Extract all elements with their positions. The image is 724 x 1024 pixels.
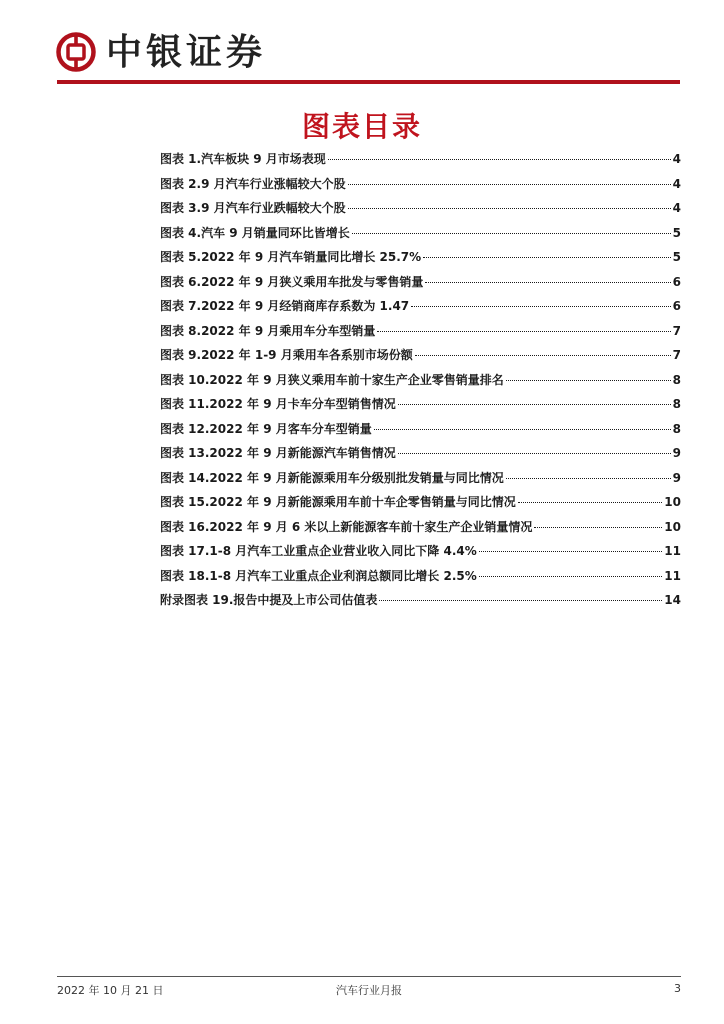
toc-entry[interactable] bbox=[160, 175, 681, 200]
toc-dot-leader bbox=[328, 159, 671, 160]
toc-dot-leader bbox=[479, 576, 663, 577]
toc-entry-label: 图表 6.2022 年 9 月狭义乘用车批发与零售销量 bbox=[160, 274, 424, 289]
toc-entry-label: 图表 15.2022 年 9 月新能源乘用车前十车企零售销量与同比情况 bbox=[160, 495, 516, 509]
toc-entry[interactable] bbox=[160, 469, 681, 494]
toc-dot-leader bbox=[348, 184, 671, 185]
toc-entry-page: 5 bbox=[672, 225, 681, 240]
toc-dot-leader bbox=[534, 527, 662, 528]
toc-dot-leader bbox=[479, 551, 663, 552]
footer-page-number: 3 bbox=[674, 982, 681, 995]
toc-dot-leader bbox=[506, 478, 671, 479]
toc-entry[interactable] bbox=[160, 567, 681, 592]
toc-dot-leader bbox=[377, 331, 670, 332]
footer-report-name: 汽车行业月报 bbox=[336, 984, 402, 997]
toc-dot-leader bbox=[415, 355, 671, 356]
toc-dot-leader bbox=[398, 404, 671, 405]
toc-entry-page: 8 bbox=[672, 397, 681, 411]
toc-list bbox=[160, 150, 681, 616]
toc-entry[interactable] bbox=[160, 518, 681, 543]
toc-dot-leader bbox=[506, 380, 671, 381]
toc-entry-page: 9 bbox=[672, 470, 681, 485]
toc-dot-leader bbox=[374, 429, 671, 430]
toc-entry-page: 7 bbox=[672, 348, 681, 362]
toc-entry-label: 图表 10.2022 年 9 月狭义乘用车前十家生产企业零售销量排名 bbox=[160, 372, 504, 387]
toc-entry-page: 10 bbox=[664, 495, 681, 509]
toc-dot-leader bbox=[379, 600, 662, 601]
toc-entry-page: 10 bbox=[664, 519, 681, 534]
toc-entry-label: 图表 1.汽车板块 9 月市场表现 bbox=[160, 152, 326, 166]
header-divider bbox=[57, 80, 680, 84]
toc-entry-page: 6 bbox=[672, 299, 681, 313]
toc-entry[interactable] bbox=[160, 248, 681, 273]
bank-of-china-logo-icon bbox=[56, 32, 96, 72]
toc-entry-page: 9 bbox=[672, 446, 681, 460]
toc-dot-leader bbox=[398, 453, 671, 454]
toc-entry-page: 7 bbox=[672, 323, 681, 338]
page-footer bbox=[57, 982, 681, 998]
toc-dot-leader bbox=[348, 208, 671, 209]
toc-title: 图表目录 bbox=[301, 110, 422, 143]
toc-entry[interactable] bbox=[160, 493, 681, 518]
toc-entry-label: 图表 9.2022 年 1-9 月乘用车各系别市场份额 bbox=[160, 348, 413, 362]
footer-date: 2022 年 10 月 21 日 bbox=[57, 984, 164, 997]
page-header bbox=[56, 28, 266, 76]
toc-entry-page: 6 bbox=[672, 274, 681, 289]
toc-entry-label: 图表 17.1-8 月汽车工业重点企业营业收入同比下降 4.4% bbox=[160, 544, 477, 558]
toc-dot-leader bbox=[411, 306, 670, 307]
toc-dot-leader bbox=[352, 233, 671, 234]
toc-entry-page: 8 bbox=[672, 372, 681, 387]
toc-entry[interactable] bbox=[160, 150, 681, 175]
toc-entry-page: 11 bbox=[664, 544, 681, 558]
toc-entry[interactable] bbox=[160, 322, 681, 347]
toc-entry-page: 14 bbox=[664, 593, 681, 607]
toc-entry[interactable] bbox=[160, 297, 681, 322]
toc-entry-label: 附录图表 19.报告中提及上市公司估值表 bbox=[160, 593, 378, 607]
brand-name: 中银证券 bbox=[106, 31, 267, 73]
toc-entry-label: 图表 16.2022 年 9 月 6 米以上新能源客车前十家生产企业销量情况 bbox=[160, 519, 533, 534]
toc-entry[interactable] bbox=[160, 444, 681, 469]
toc-dot-leader bbox=[423, 257, 670, 258]
toc-entry-label: 图表 18.1-8 月汽车工业重点企业利润总额同比增长 2.5% bbox=[160, 568, 477, 583]
toc-dot-leader bbox=[518, 502, 663, 503]
toc-entry-page: 4 bbox=[672, 152, 681, 166]
toc-entry[interactable] bbox=[160, 420, 681, 445]
toc-entry[interactable] bbox=[160, 273, 681, 298]
toc-entry-label: 图表 4.汽车 9 月销量同环比皆增长 bbox=[160, 225, 350, 240]
toc-entry[interactable] bbox=[160, 371, 681, 396]
toc-entry-page: 11 bbox=[664, 568, 681, 583]
toc-entry-label: 图表 8.2022 年 9 月乘用车分车型销量 bbox=[160, 323, 376, 338]
toc-entry[interactable] bbox=[160, 199, 681, 224]
toc-entry[interactable] bbox=[160, 591, 681, 616]
toc-entry-label: 图表 12.2022 年 9 月客车分车型销量 bbox=[160, 421, 372, 436]
toc-entry-label: 图表 7.2022 年 9 月经销商库存系数为 1.47 bbox=[160, 299, 410, 313]
toc-entry-page: 8 bbox=[672, 421, 681, 436]
toc-entry-label: 图表 13.2022 年 9 月新能源汽车销售情况 bbox=[160, 446, 396, 460]
toc-entry[interactable] bbox=[160, 395, 681, 420]
toc-entry-label: 图表 5.2022 年 9 月汽车销量同比增长 25.7% bbox=[160, 250, 422, 264]
toc-dot-leader bbox=[425, 282, 670, 283]
toc-entry-page: 5 bbox=[672, 250, 681, 264]
toc-entry-label: 图表 11.2022 年 9 月卡车分车型销售情况 bbox=[160, 397, 396, 411]
toc-entry[interactable] bbox=[160, 542, 681, 567]
toc-entry-label: 图表 3.9 月汽车行业跌幅较大个股 bbox=[160, 201, 346, 215]
toc-entry-page: 4 bbox=[672, 176, 681, 191]
toc-entry-page: 4 bbox=[672, 201, 681, 215]
toc-entry-label: 图表 2.9 月汽车行业涨幅较大个股 bbox=[160, 176, 346, 191]
toc-entry-label: 图表 14.2022 年 9 月新能源乘用车分级别批发销量与同比情况 bbox=[160, 470, 504, 485]
toc-entry[interactable] bbox=[160, 346, 681, 371]
footer-divider bbox=[57, 976, 681, 977]
toc-entry[interactable] bbox=[160, 224, 681, 249]
